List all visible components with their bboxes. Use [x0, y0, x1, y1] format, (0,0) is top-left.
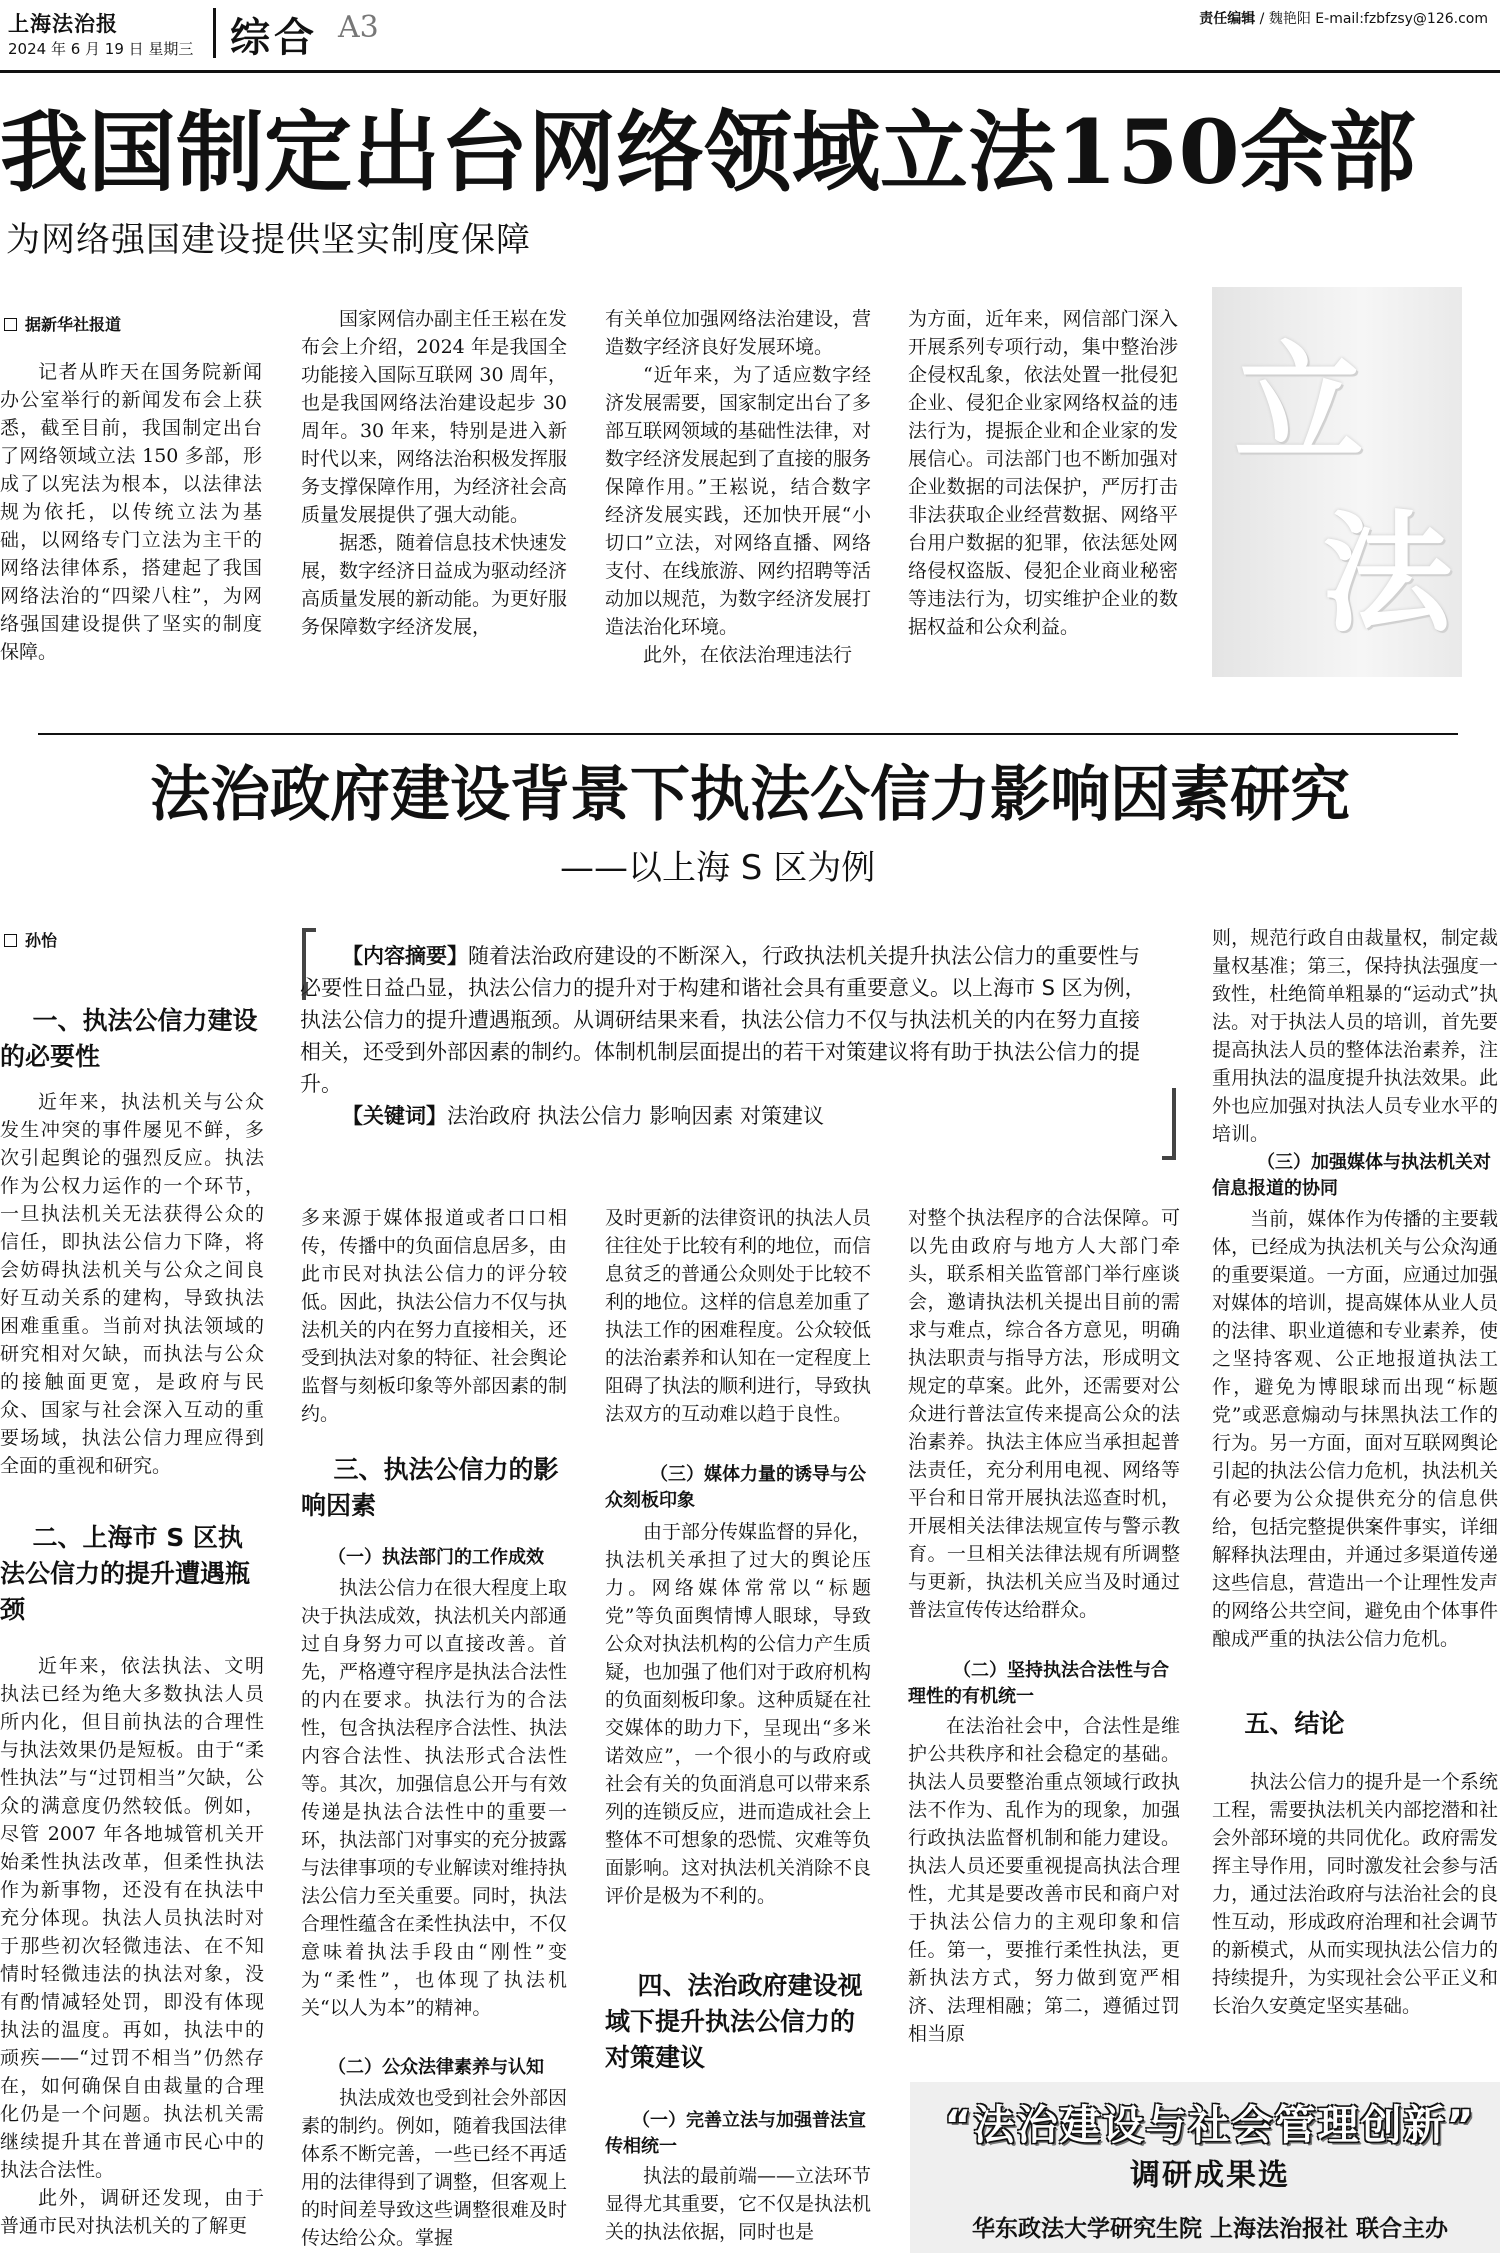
article2-column-c-part2 [605, 1518, 871, 1942]
article1-column-4 [908, 305, 1178, 677]
paragraph: 在法治社会中，合法性是维护公共秩序和社会稳定的基础。执法人员要整治重点领域行政执法不作为、乱作为的现象，加强行政执法监督机制和能力建设。执法人员还要重视提高执法合理性，尤其是要改善市民和商户对于执法公信力的主观印象和信任。第一，要推行柔性执法，更新执法方式，努力做到宽严相济、法理相融；第二，遵循过罚相当原 [908, 1715, 1180, 2045]
paragraph: 当前，媒体作为传播的主要载体，已经成为执法机关与公众沟通的重要渠道。一方面，应通过加强对媒体的培训，提高媒体从业人员的法律、职业道德和专业素养，使之坚持客观、公正地报道执法工作，避免为博眼球而出现“标题党”或恶意煽动与抹黑执法工作的行为。另一方面，面对互联网舆论引起的执法公信力危机，执法机关有必要为公众提供充分的信息供给，包括完整提供案件事实，详细解释执法理由，并通过多渠道传递这些信息，营造出一个让理性发声的网络公共空间，避免由个体事件酿成严重的执法公信力危机。 [1212, 1208, 1498, 1650]
issue-date: 2024 年 6 月 19 日 星期三 [8, 40, 194, 58]
abstract-box [300, 940, 1150, 1132]
top-rule [0, 70, 1500, 73]
paragraph: 执法的最前端——立法环节显得尤其重要，它不仅是执法机关的执法依据，同时也是 [605, 2165, 871, 2243]
article2-column-d-part2 [908, 1712, 1180, 2060]
masthead-divider [213, 8, 216, 58]
byline-text: 孙怡 [25, 931, 58, 950]
subheadline: ——以上海 S 区为例 [560, 848, 876, 888]
subsection-heading: （一）完善立法与加强普法宣传相统一 [605, 2110, 866, 2157]
paragraph: 对整个执法程序的合法保障。可以先由政府与地方人大部门牵头，联系相关监管部门举行座谈会，邀请执法机关提出目前的需求与难点，综合各方意见，明确执法职责与指导方法，形成明文规定的草案。此外，还需要对公众进行普法宣传来提高公众的法治素养。执法主体应当承担起普法责任，充分利用电视、网络等平台和日常开展执法巡查时机，开展相关法律法规宣传与警示教育。一旦相关法律法规有所调整与更新，执法机关应当及时通过普法宣传传达给群众。 [908, 1207, 1180, 1621]
keywords-text: 法治政府 执法公信力 影响因素 对策建议 [447, 1104, 825, 1128]
page-number: A3 [338, 10, 379, 45]
paragraph: “近年来，为了适应数字经济发展需要，国家制定出台了多部互联网领域的基础性法律，对数字经济发展起到了直接的服务保障作用。”王崧说，结合数字经济发展实践，还加快开展“小切口”立法，对网络直播、网络支付、在线旅游、网约招聘等活动加以规范，为数字经济发展打造法治化环境。 [605, 364, 871, 638]
article1-column-2 [301, 305, 567, 677]
paragraph: 为方面，近年来，网信部门深入开展系列专项行动，集中整治涉企侵权乱象，依法处置一批侵犯企业、侵犯企业家网络权益的违法行为，提振企业和企业家的发展信心。司法部门也不断加强对企业数据的司法保护，严厉打击非法获取企业经营数据、网络平台用户数据的犯罪，依法惩处网络侵权盗版、侵犯企业商业秘密等违法行为，切实维护企业的数据权益和公众利益。 [908, 308, 1178, 638]
banner-subtitle: 调研成果选 [1130, 2158, 1290, 2193]
byline-box-icon [4, 934, 17, 947]
headline: 法治政府建设背景下执法公信力影响因素研究 [150, 760, 1350, 830]
subsection-heading: （三）加强媒体与执法机关对信息报道的协同 [1212, 1152, 1491, 1199]
article1-column-1 [0, 358, 262, 678]
subsection-heading: （二）坚持执法合法性与合理性的有机统一 [908, 1660, 1169, 1707]
paragraph: 此外，调研还发现，由于普通市民对执法机关的了解更 [0, 2187, 264, 2237]
paragraph: 国家网信办副主任王崧在发布会上介绍，2024 年是我国全功能接入国际互联网 30 周年，也是我国网络法治建设起步 30 周年。30 年来，特别是进入新时代以来，网络法治积极发挥服务支撑保障作用，为经济社会高质量发展提供了强大动能。 [301, 308, 567, 526]
paragraph: 有关单位加强网络法治建设，营造数字经济良好发展环境。 [605, 308, 871, 358]
paragraph: 执法成效也受到社会外部因素的制约。例如，随着我国法律体系不断完善，一些已经不再适用的法律得到了调整，但客观上的时间差导致这些调整很难及时传达给公众。掌握 [301, 2087, 567, 2249]
editor-name: / 魏艳阳 [1259, 11, 1311, 27]
article2-column-e-part3 [1212, 1768, 1498, 2058]
subsection-heading: （三）媒体力量的诱导与公众刻板印象 [605, 1464, 866, 1511]
article2-column-b-part1 [301, 1204, 567, 1440]
byline-box-icon [4, 318, 17, 331]
subheadline: 为网络强国建设提供坚实制度保障 [6, 220, 531, 260]
subsection-heading: （二）公众法律素养与认知 [328, 2057, 544, 2078]
editor-line [1199, 8, 1488, 28]
section-rule [38, 733, 1458, 735]
paragraph: 及时更新的法律资讯的执法人员往往处于比较有利的地位，而信息贫乏的普通公众则处于比较不利的地位。这样的信息差加重了执法工作的困难程度。公众较低的法治素养和认知在一定程度上阻碍了执法的顺利进行，导致执法双方的互动难以趋于良性。 [605, 1207, 871, 1425]
banner-organizers: 华东政法大学研究生院 上海法治报社 联合主办 [971, 2216, 1448, 2242]
section-name: 综合 [230, 15, 318, 61]
article2-column-e-part1 [1212, 924, 1498, 1154]
section-heading: 五、结论 [1244, 1709, 1345, 1738]
paragraph: 由于部分传媒监督的异化，执法机关承担了过大的舆论压力。网络媒体常常以“标题党”等负面舆情博人眼球，导致公众对执法机构的公信力产生质疑，也加强了他们对于政府机构的负面刻板印象。这种质疑在社交媒体的助力下，呈现出“多米诺效应”，一个很小的与政府或社会有关的负面消息可以带来系列的连锁反应，进而造成社会上整体不可想象的恐慌、灾难等负面影响。这对执法机关消除不良评价是极为不利的。 [605, 1521, 871, 1907]
paragraph: 执法公信力在很大程度上取决于执法成效，执法机关内部通过自身努力可以直接改善。首先，严格遵守程序是执法合法性的内在要求。执法行为的合法性，包含执法程序合法性、执法内容合法性、执法形式合法性等。其次，加强信息公开与有效传递是执法合法性中的重要一环，执法部门对事实的充分披露与法律事项的专业解读对维持执法公信力至关重要。同时，执法合理性蕴含在柔性执法中，不仅意味着执法手段由“刚性”变为“柔性”，也体现了执法机关“以人为本”的精神。 [301, 1577, 567, 2019]
calligraphy-char-li: 立 [1234, 327, 1365, 480]
article2-column-d-part1 [908, 1204, 1180, 1654]
keywords-line [300, 1100, 1150, 1132]
paragraph: 此外，在依法治理违法行 [643, 644, 853, 666]
editor-email: E-mail:fzbfzsy@126.com [1315, 11, 1488, 27]
section-heading: 二、上海市 S 区执法公信力的提升遭遇瓶颈 [0, 1523, 251, 1624]
paragraph: 记者从昨天在国务院新闻办公室举行的新闻发布会上获悉，截至目前，我国制定出台了网络领域立法 150 多部，形成了以宪法为根本，以法律法规为依托，以传统立法为基础，以网络专门立法为主干的网络法律体系，搭建起了我国网络法治的“四梁八柱”，为网络强国建设提供了坚实的制度保障。 [0, 361, 262, 663]
paragraph: 近年来，执法机关与公众发生冲突的事件屡见不鲜，多次引起舆论的强烈反应。执法作为公权力运作的一个环节，一旦执法机关无法获得公众的信任，即执法公信力下降，将会妨碍执法机关与公众之间良好互动关系的建构，导致执法困难重重。当前对执法领域的研究相对欠缺，而执法与公众的接触面更宽，是政府与民众、国家与社会深入互动的重要场域，执法公信力理应得到全面的重视和研究。 [0, 1091, 264, 1477]
paragraph: 多来源于媒体报道或者口口相传，传播中的负面信息居多，由此市民对执法公信力的评分较低。因此，执法公信力不仅与执法机关的内在努力直接相关，还受到执法对象的特征、社会舆论监督与刻板印象等外部因素的制约。 [301, 1207, 567, 1425]
abstract-text: 随着法治政府建设的不断深入，行政执法机关提升执法公信力的重要性与必要性日益凸显，执法公信力的提升对于构建和谐社会具有重要意义。以上海市 S 区为例，执法公信力的提升遭遇瓶颈。从调研结果来看，执法公信力不仅与执法机关的内在努力直接相关，还受到外部因素的制约。体制机制层面提出的若干对策建议将有助于执法公信力的提升。 [300, 944, 1146, 1096]
section-heading: 三、执法公信力的影响因素 [301, 1455, 559, 1520]
editor-label: 责任编辑 [1199, 11, 1256, 27]
keywords-label: 【关键词】 [342, 1104, 447, 1128]
article2-column-a-part1 [0, 1088, 264, 1484]
abstract-paragraph [300, 940, 1150, 1100]
article2-column-b-part3 [301, 2084, 567, 2252]
paper-name: 上海法治报 [8, 11, 118, 36]
abstract-bracket-right [1162, 1088, 1176, 1160]
calligraphy-char-fa: 法 [1322, 497, 1453, 650]
section-heading: 一、执法公信力建设的必要性 [0, 1006, 258, 1071]
article2-column-b-part2 [301, 1574, 567, 2052]
banner-title: “法治建设与社会管理创新” [944, 2101, 1476, 2149]
byline [4, 928, 57, 951]
article2-column-c-part1 [605, 1204, 871, 1460]
byline [4, 312, 121, 335]
headline: 我国制定出台网络领域立法150余部 [0, 100, 1416, 204]
subsection-heading: （一）执法部门的工作成效 [328, 1547, 544, 1568]
section-heading: 四、法治政府建设视域下提升执法公信力的对策建议 [605, 1971, 863, 2072]
paragraph: 则，规范行政自由裁量权，制定裁量权基准；第三，保持执法强度一致性，杜绝简单粗暴的“运动式”执法。对于执法人员的培训，首先要提高执法人员的整体法治素养，注重用执法的温度提升执法效果。此外也应加强对执法人员专业水平的培训。 [1212, 927, 1498, 1145]
byline-text: 据新华社报道 [25, 315, 122, 334]
paragraph: 据悉，随着信息技术快速发展，数字经济日益成为驱动经济高质量发展的新动能。为更好服务保障数字经济发展， [301, 532, 567, 638]
article1-column-3 [605, 305, 871, 677]
paragraph: 执法公信力的提升是一个系统工程，需要执法机关内部挖潜和社会外部环境的共同优化。政府需发挥主导作用，同时激发社会参与活力，通过法治政府与法治社会的良性互动，形成政府治理和社会调节的新模式，从而实现执法公信力的持续提升，为实现社会公平正义和长治久安奠定坚实基础。 [1212, 1771, 1498, 2017]
article2-column-a-part2 [0, 1652, 264, 2252]
paragraph: 近年来，依法执法、文明执法已经为绝大多数执法人员所内化，但目前执法的合理性与执法效果仍是短板。由于“柔性执法”与“过罚相当”欠缺，公众的满意度仍然较低。例如，尽管 2007 年各地城管机关开始柔性执法改革，但柔性执法作为新事物，还没有在执法中充分体现。执法人员执法时对于那些初次轻微违法、在不知情时轻微违法的执法对象，没有酌情减轻处罚，即没有体现执法的温度。再如，执法中的顽疾——“过罚不相当”仍然存在，如何确保自由裁量的合理化仍是一个问题。执法机关需继续提升其在普通市民心中的执法合法性。 [0, 1655, 264, 2181]
abstract-label: 【内容摘要】 [342, 944, 468, 968]
article2-column-c-part3 [605, 2162, 871, 2252]
article2-column-e-part2 [1212, 1205, 1498, 1695]
